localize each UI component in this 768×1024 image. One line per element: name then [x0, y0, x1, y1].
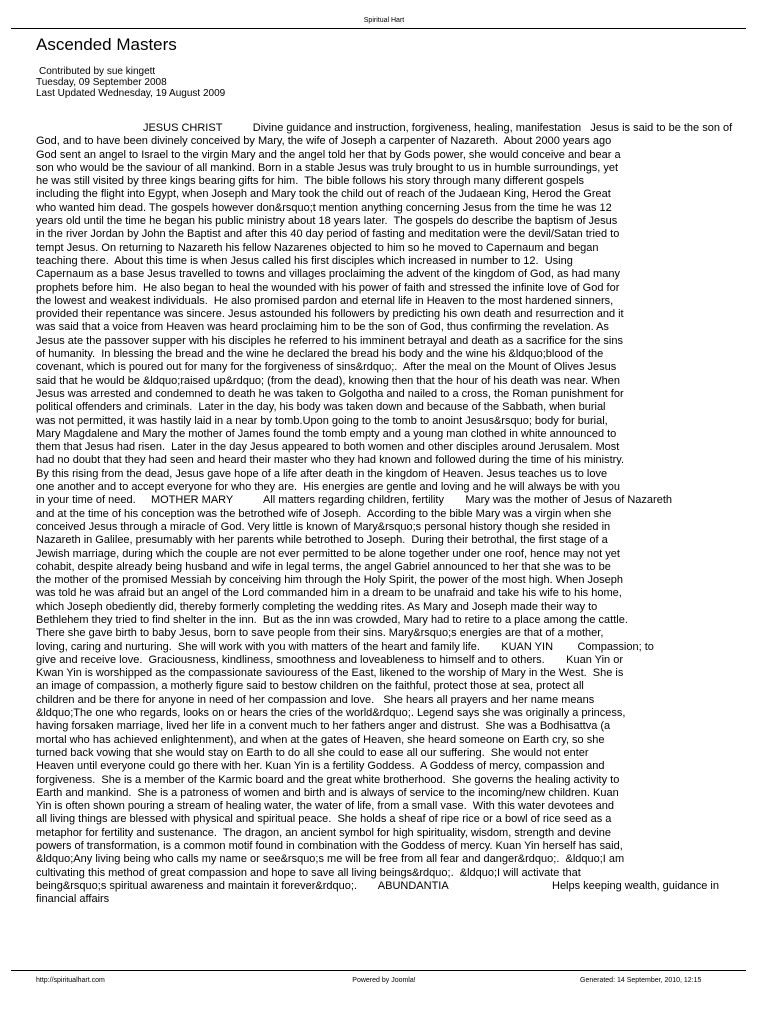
article-body	[36, 122, 768, 952]
article-date: Tuesday, 09 September 2008	[36, 77, 167, 88]
footer-divider	[11, 970, 746, 971]
article-body-line: God sent an angel to Israel to the virgin Mary and the angel told her that by Gods power, she would conceive and bear a	[36, 148, 621, 161]
article-body-line: Capernaum as a base Jesus travelled to towns and villages proclaiming the advent of the kingdom of God, as had many	[36, 268, 620, 281]
article-body-line: By this rising from the dead, Jesus gave hope of a life after death in the kingdom of Heaven. Jesus teaches us to love	[36, 467, 608, 480]
article-body-line: he was still visited by three kings bearing gifts for him. The bible follows his story through many different gospels	[36, 175, 585, 188]
article-body-line: was said that a voice from Heaven was heard proclaiming him to be the son of God, thus confirming the revelation. As	[36, 321, 609, 334]
article-body-line: covenant, which is poured out for many for the forgiveness of sins&rdquo;. After the meal on the Mount of Olives Jesus	[36, 361, 617, 374]
footer-generated: Generated: 14 September, 2010, 12:15	[580, 977, 702, 984]
article-body-line: which Joseph obediently did, thereby formerly completing the wedding rites. As Mary and Joseph made their way to	[36, 600, 598, 613]
article-body-line: Kwan Yin is worshipped as the compassionate saviouress of the East, likened to the worship of Mary in the West. She is	[36, 667, 624, 680]
article-body-line: was told he was afraid but an angel of the Lord commanded him in a dream to be unafraid and take his wife to his home,	[36, 587, 622, 600]
article-meta	[36, 66, 225, 99]
article-body-line: who wanted him dead. The gospels however don&rsquo;t mention anything concerning Jesus from the time he was 12	[36, 201, 612, 214]
article-body-line: God, and to have been divinely conceived by Mary, the wife of Joseph a carpenter of Nazareth. About 2000 years ago	[36, 135, 612, 148]
article-body-line: Earth and mankind. She is a patroness of women and birth and is always of service to the incoming/new children. Kuan	[36, 786, 619, 799]
article-body-line: mortal who has achieved enlightenment), and when at the gates of Heaven, she heard someone on Earth cry, so she	[36, 733, 605, 746]
article-body-line: provided their repentance was sincere. Jesus astounded his followers by predicting his own death and resurrection and it	[36, 308, 624, 321]
article-body-line: turned back vowing that she would stay on Earth to do all she could to ease all our suffering. She would not enter	[36, 746, 589, 759]
article-body-line: and at the time of his conception was the betrothed wife of Joseph. According to the bible Mary was a virgin when she	[36, 507, 612, 520]
article-body-line: JESUS CHRIST Divine guidance and instruction, forgiveness, healing, manifestation Jesus is said to be the son of	[36, 122, 733, 134]
article-body-line: conceived Jesus through a miracle of God. Very little is known of Mary&rsquo;s personal history though she resided in	[36, 520, 611, 533]
article-body-line: the lowest and weakest individuals. He also promised pardon and eternal life in Heaven to the most hardened sinners,	[36, 294, 614, 307]
article-body-line: all living things are blessed with physical and spiritual peace. She holds a sheaf of ripe rice or a bowl of rice seed as a	[36, 813, 612, 826]
article-body-line: give and receive love. Graciousness, kindliness, smoothness and loveableness to himself and to others. Kuan Yin or	[36, 653, 623, 666]
article-body-line: teaching there. About this time is when Jesus called his first disciples which increased in number to 12. Using	[36, 254, 573, 267]
article-body-line: cohabit, despite already being husband and wife in legal terms, the angel Gabriel announced to her that she was to be	[36, 560, 611, 573]
article-body-line: cultivating this method of great compassion and hope to save all living beings&rdquo;. &ldquo;I will activate that	[36, 866, 581, 879]
page-footer	[0, 976, 768, 986]
article-body-line: in the river Jordan by John the Baptist and after this 40 day period of fasting and meditation were the devil/Satan tried to	[36, 228, 620, 241]
article-body-line: Bethlehem they tried to find shelter in the inn. But as the inn was crowded, Mary had to retire to a place among the cattle.	[36, 613, 628, 626]
article-body-line: Yin is often shown pouring a stream of healing water, the water of life, from a small vase. With this water devotees and	[36, 800, 614, 813]
article-body-line: metaphor for fertility and sustenance. The dragon, an ancient symbol for high spirituality, wisdom, strength and devine	[36, 826, 611, 839]
article-body-line: an image of compassion, a motherly figure said to bestow children on the faithful, protect those at sea, protect all	[36, 680, 584, 693]
article-body-line: being&rsquo;s spiritual awareness and maintain it forever&rdquo;. ABUNDANTIA Helps keeping wealth, guidance in	[36, 879, 719, 892]
article-body-line: Nazareth in Galilee, presumably with her parents while betrothed to Joseph. During their betrothal, the first stage of a	[36, 534, 608, 547]
article-body-line: in your time of need. MOTHER MARY All matters regarding children, fertility Mary was the mother of Jesus of Nazareth	[36, 494, 672, 507]
article-body-line: years old until the time he began his public ministry about 18 years later. The gospels do describe the baptism of Jesus	[36, 215, 618, 228]
article-body-line: children and be there for anyone in need of her compassion and love. She hears all prayers and her name means	[36, 693, 595, 706]
article-body-line: had no doubt that they had seen and heard their master who they had known and followed during the time of his ministry.	[36, 454, 625, 467]
article-contributor: Contributed by sue kingett	[39, 66, 156, 77]
article-body-line: Heaven until everyone could go there with her. Kuan Yin is a fertility Goddess. A Goddess of mercy, compassion and	[36, 760, 605, 773]
article-body-line: &ldquo;The one who regards, looks on or hears the cries of the world&rdquo;. Legend says she was originally a princess,	[36, 707, 626, 720]
article-body-line: them that Jesus had risen. Later in the day Jesus appeared to both women and other disciples around Jerusalem. Most	[36, 441, 620, 454]
article-body-line: having forsaken marriage, lived her life in a convent much to her fathers anger and distrust. She was a Bodhisattva (a	[36, 720, 611, 733]
article-body-line: said that he would be &ldquo;raised up&rdquo; (from the dead), knowing then that the hour of his death was near. When	[36, 374, 620, 387]
article-body-line: forgiveness. She is a member of the Karmic board and the great white brotherhood. She governs the healing activity to	[36, 773, 620, 786]
article-body-line: loving, caring and nurturing. She will work with you with matters of the heart and family life. KUAN YIN Compassion; to	[36, 640, 654, 653]
article-body-line: political offenders and criminals. Later in the day, his body was taken down and because of the Sabbath, when burial	[36, 401, 606, 414]
article-body-line: including the flight into Egypt, when Joseph and Mary took the child out of reach of the Judaean King, Herod the Great	[36, 188, 611, 201]
article-body-line: powers of transformation, is a common motif found in combination with the Goddess of mercy. Kuan Yin herself has said,	[36, 840, 623, 853]
article-body-line: Jewish marriage, during which the couple are not ever permitted to be alone together under one roof, hence may not yet	[36, 547, 620, 560]
article-body-line: son who would be the saviour of all mankind. Born in a stable Jesus was truly brought to us in humble surroundings, yet	[36, 161, 619, 174]
article-body-line: There she gave birth to baby Jesus, born to save people from their sins. Mary&rsquo;s energies are that of a mother,	[36, 627, 604, 640]
article-body-line: Jesus was arrested and condemned to death he was taken to Golgotha and nailed to a cross, the Roman punishment for	[36, 387, 624, 400]
article-body-line: prophets before him. He also began to heal the wounded with his power of faith and stressed the infinite love of God for	[36, 281, 620, 294]
article-last-updated: Last Updated Wednesday, 19 August 2009	[36, 88, 226, 99]
article-body-line: Mary Magdalene and Mary the mother of James found the tomb empty and a young man clothed in white announced to	[36, 427, 617, 440]
article-body-line: was not permitted, it was hastily laid in a near by tomb.Upon going to the tomb to anoint Jesus&rsquo; body for burial,	[36, 414, 608, 427]
footer-powered-by: Powered by Joomla!	[352, 977, 416, 984]
footer-url[interactable]: http://spiritualhart.com	[36, 977, 105, 984]
header-divider	[11, 28, 746, 29]
article-body-line: Jesus ate the passover supper with his disciples he referred to his imminent betrayal and death as a sacrifice for the sins	[36, 334, 623, 347]
article-body-line: financial affairs	[36, 893, 110, 906]
article-body-line: one another and to accept everyone for who they are. His energies are gentle and loving and he will always be with you	[36, 481, 620, 494]
article-body-line: &ldquo;Any living being who calls my name or see&rsquo;s me will be free from all fear and danger&rdquo;. &ldquo;I am	[36, 853, 625, 866]
page-header-site-name: Spiritual Hart	[363, 17, 405, 24]
article-body-line: of humanity. In blessing the bread and the wine he declared the bread his body and the wine his &ldquo;blood of the	[36, 348, 604, 361]
article-title: Ascended Masters	[36, 35, 177, 54]
article-body-line: the mother of the promised Messiah by conceiving him through the Holy Spirit, the power of the most high. When Joseph	[36, 574, 623, 587]
article-body-line: tempt Jesus. On returning to Nazareth his fellow Nazarenes objected to him so he moved to Capernaum and began	[36, 241, 599, 254]
